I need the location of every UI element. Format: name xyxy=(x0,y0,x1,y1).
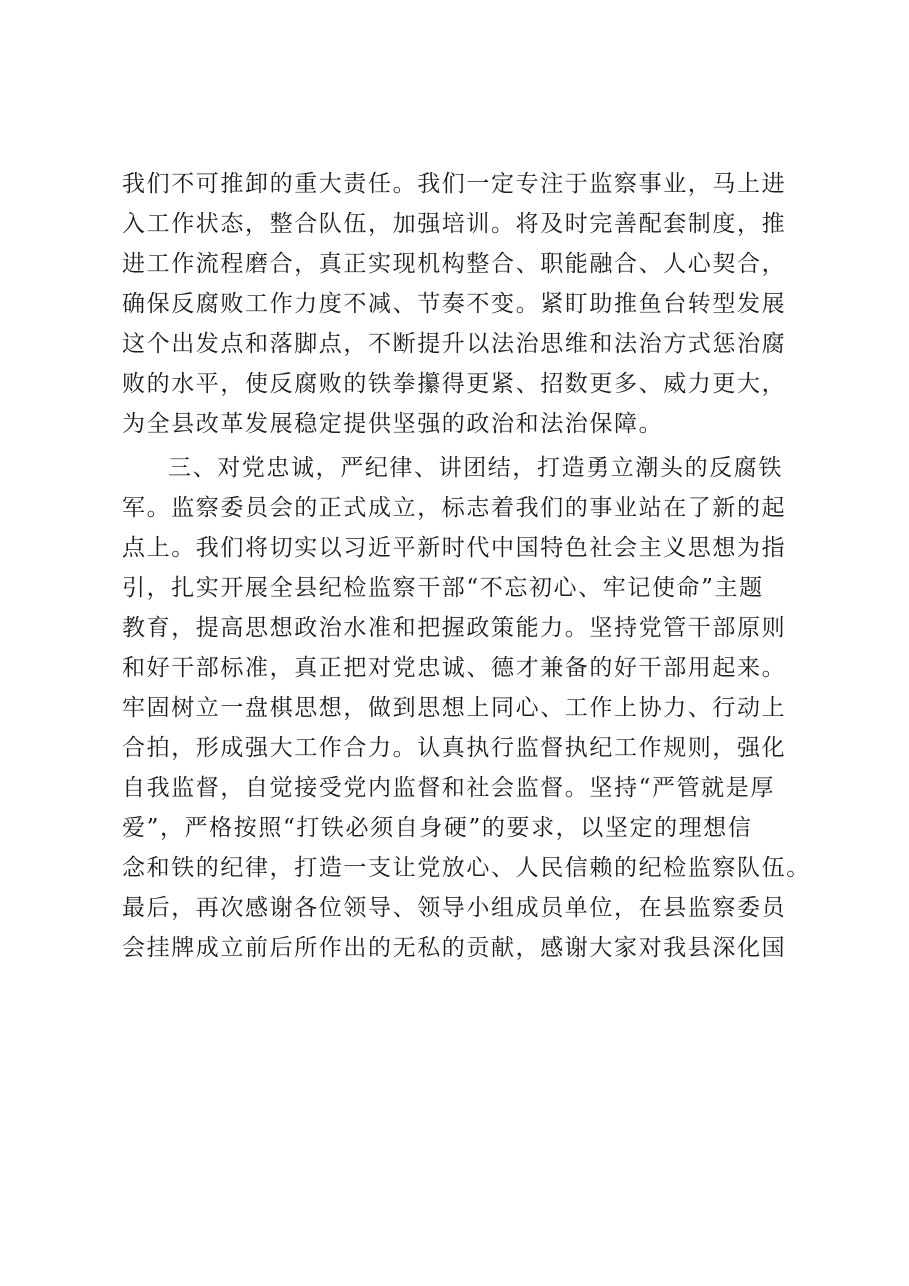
text-line: 引，扎实开展全县纪检监察干部“不忘初心、牢记使命”主题 xyxy=(122,575,764,601)
text-line: 军。监察委员会的正式成立，标志着我们的事业站在了新的起 xyxy=(122,495,787,521)
text-line: 念和铁的纪律，打造一支让党放心、人民信赖的纪检监察队伍。 xyxy=(122,855,811,881)
text-line: 确保反腐败工作力度不减、节奏不变。紧盯助推鱼台转型发展 xyxy=(122,291,787,317)
text-line: 进工作流程磨合，真正实现机构整合、职能融合、人心契合， xyxy=(122,251,787,277)
text-line: 合拍，形成强大工作合力。认真执行监督执纪工作规则，强化 xyxy=(122,735,787,761)
text-line: 教育，提高思想政治水准和把握政策能力。坚持党管干部原则 xyxy=(122,615,787,641)
text-line: 自我监督，自觉接受党内监督和社会监督。坚持“严管就是厚 xyxy=(122,775,775,801)
text-line: 和好干部标准，真正把对党忠诚、德才兼备的好干部用起来。 xyxy=(122,655,787,681)
text-line: 我们不可推卸的重大责任。我们一定专注于监察事业，马上进 xyxy=(122,171,787,197)
text-line: 入工作状态，整合队伍，加强培训。将及时完善配套制度，推 xyxy=(122,211,787,237)
text-line: 会挂牌成立前后所作出的无私的贡献，感谢大家对我县深化国 xyxy=(122,935,787,961)
document-body xyxy=(122,160,812,968)
text-line: 爱”，严格按照“打铁必须自身硬”的要求，以坚定的理想信 xyxy=(122,815,753,841)
text-line: 这个出发点和落脚点，不断提升以法治思维和法治方式惩治腐 xyxy=(122,331,787,357)
text-line: 为全县改革发展稳定提供坚强的政治和法治保障。 xyxy=(122,411,664,437)
paragraph-first-line: 三、对党忠诚，严纪律、讲团结，打造勇立潮头的反腐铁 xyxy=(168,455,783,481)
text-line: 牢固树立一盘棋思想，做到思想上同心、工作上协力、行动上 xyxy=(122,695,787,721)
text-line: 点上。我们将切实以习近平新时代中国特色社会主义思想为指 xyxy=(122,535,787,561)
text-line: 败的水平，使反腐败的铁拳攥得更紧、招数更多、威力更大， xyxy=(122,371,787,397)
text-line: 最后，再次感谢各位领导、领导小组成员单位，在县监察委员 xyxy=(122,895,787,921)
